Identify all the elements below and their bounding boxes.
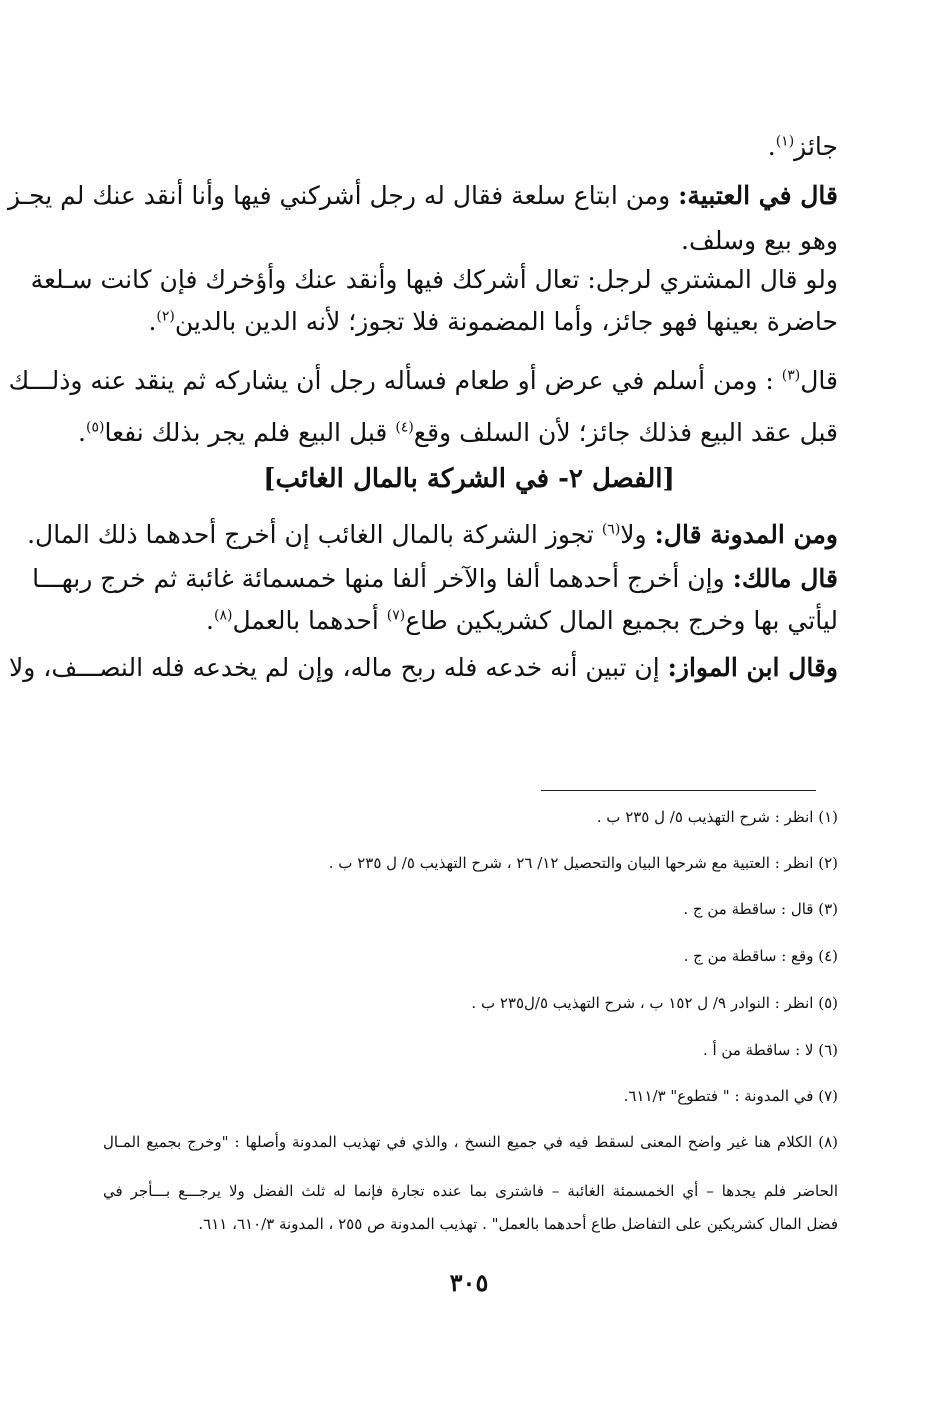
line-text: قال [800, 366, 838, 395]
line-text: حاضرة بعينها فهو جائز، وأما المضمونة فلا تجوز؛ لأنه الدين بالدين [174, 307, 838, 336]
section-label: قال مالك: [732, 564, 838, 593]
text-line-8 [27, 518, 838, 552]
line-text: أحدهما بالعمل [232, 606, 387, 635]
footnote-4: (٤) وقع : ساقطة من ج . [683, 947, 838, 965]
text-line-11 [9, 651, 838, 685]
footnote-ref-5: (٥) [85, 419, 105, 436]
page-number: ٣٠٥ [449, 1268, 489, 1297]
line-text: . [78, 418, 86, 447]
text-line-5 [148, 305, 838, 339]
footnote-8-line-2: الحاضر فلم يجدها – أي الخمسمئة الغائبة – فاشترى بما عنده تجارة فإنما له ثلث الفضل ولا يرجـــع بـــأجر في [103, 1182, 838, 1200]
line-text: وإن أخرج أحدهما ألفا والآخر ألفا منها خمسمائة غائبة ثم خرج ربهـــا [32, 564, 733, 593]
footnote-2: (٢) انظر : العتبية مع شرحها البيان والتحصيل ١٢/ ٢٦ ، شرح التهذيب ٥/ ل ٢٣٥ ب . [328, 854, 838, 872]
footnote-ref-6: (٦) [601, 521, 621, 538]
footnote-ref-4: (٤) [395, 419, 414, 436]
footnote-3: (٣) قال : ساقطة من ج . [683, 900, 838, 918]
text-line-10 [206, 604, 838, 638]
footnote-5: (٥) انظر : النوادر ٩/ ل ١٥٢ ب ، شرح التهذيب ٥/ل٢٣٥ ب . [471, 994, 838, 1012]
text-line-2 [7, 179, 838, 213]
text-line-7 [78, 416, 838, 450]
line-text: ليأتي بها وخرج بجميع المال كشريكين طاع [405, 606, 838, 635]
line-text: وهو بيع وسلف. [681, 226, 838, 255]
section-label: وقال ابن المواز: [667, 653, 838, 682]
text-line-9 [32, 562, 838, 596]
line-text: . [148, 307, 157, 336]
line-text: قبل عقد البيع فذلك جائز؛ لأن السلف وقع [413, 418, 838, 447]
footnote-ref-2: (٢) [156, 308, 175, 325]
line-text: . [767, 132, 776, 161]
footnote-8-line-1: (٨) الكلام هنا غير واضح المعنى لسقط فيه في جميع النسخ ، والذي في تهذيب المدونة وأصلها : "وخرج بجميع المـال [103, 1133, 838, 1151]
section-label: ومن المدونة قال: [654, 520, 838, 549]
text-line-1 [768, 130, 838, 164]
chapter-heading: [الفصل ٢- في الشركة بالمال الغائب] [263, 464, 675, 494]
section-label: قال في العتبية: [678, 181, 838, 210]
line-text: ولا [620, 520, 655, 549]
line-text: تجوز الشركة بالمال الغائب إن أخرج أحدهما ذلك المال. [27, 520, 602, 549]
line-text: ولو قال المشتري لرجل: تعال أشركك فيها وأنقد عنك وأؤخرك فإن كانت سـلعة [30, 265, 838, 294]
footnote-6: (٦) لا : ساقطة من أ . [702, 1041, 838, 1059]
footnote-8-line-3: فضل المال كشريكين على التفاضل طاع أحدهما بالعمل" . تهذيب المدونة ص ٢٥٥ ، المدونة ٦١٠/٣، ٦١١. [198, 1215, 838, 1233]
footnote-ref-1: (١) [775, 133, 795, 150]
text-line-3 [681, 224, 838, 258]
footnote-1: (١) انظر : شرح التهذيب ٥/ ل ٢٣٥ ب . [596, 808, 838, 826]
text-line-4 [30, 263, 838, 297]
text-line-6 [8, 364, 838, 398]
footnote-ref-3: (٣) [781, 367, 801, 384]
line-text: : ومن أسلم في عرض أو طعام فسأله رجل أن يشاركه ثم ينقد عنه وذلـــك [8, 366, 782, 395]
footnote-7: (٧) في المدونة : " فتطوع" ٦١١/٣. [623, 1087, 838, 1105]
line-text: قبل البيع فلم يجر بذلك نفعا [104, 418, 396, 447]
line-text: ومن ابتاع سلعة فقال له رجل أشركني فيها وأنا أنقد عنك لم يجـز [7, 181, 679, 210]
line-text: جائز [794, 132, 838, 161]
footnote-separator [541, 790, 816, 791]
footnote-ref-7: (٧) [386, 607, 406, 624]
footnote-ref-8: (٨) [213, 607, 233, 624]
line-text: إن تبين أنه خدعه فله ربح ماله، وإن لم يخدعه فله النصـــف، ولا [9, 653, 668, 682]
line-text: . [206, 606, 214, 635]
